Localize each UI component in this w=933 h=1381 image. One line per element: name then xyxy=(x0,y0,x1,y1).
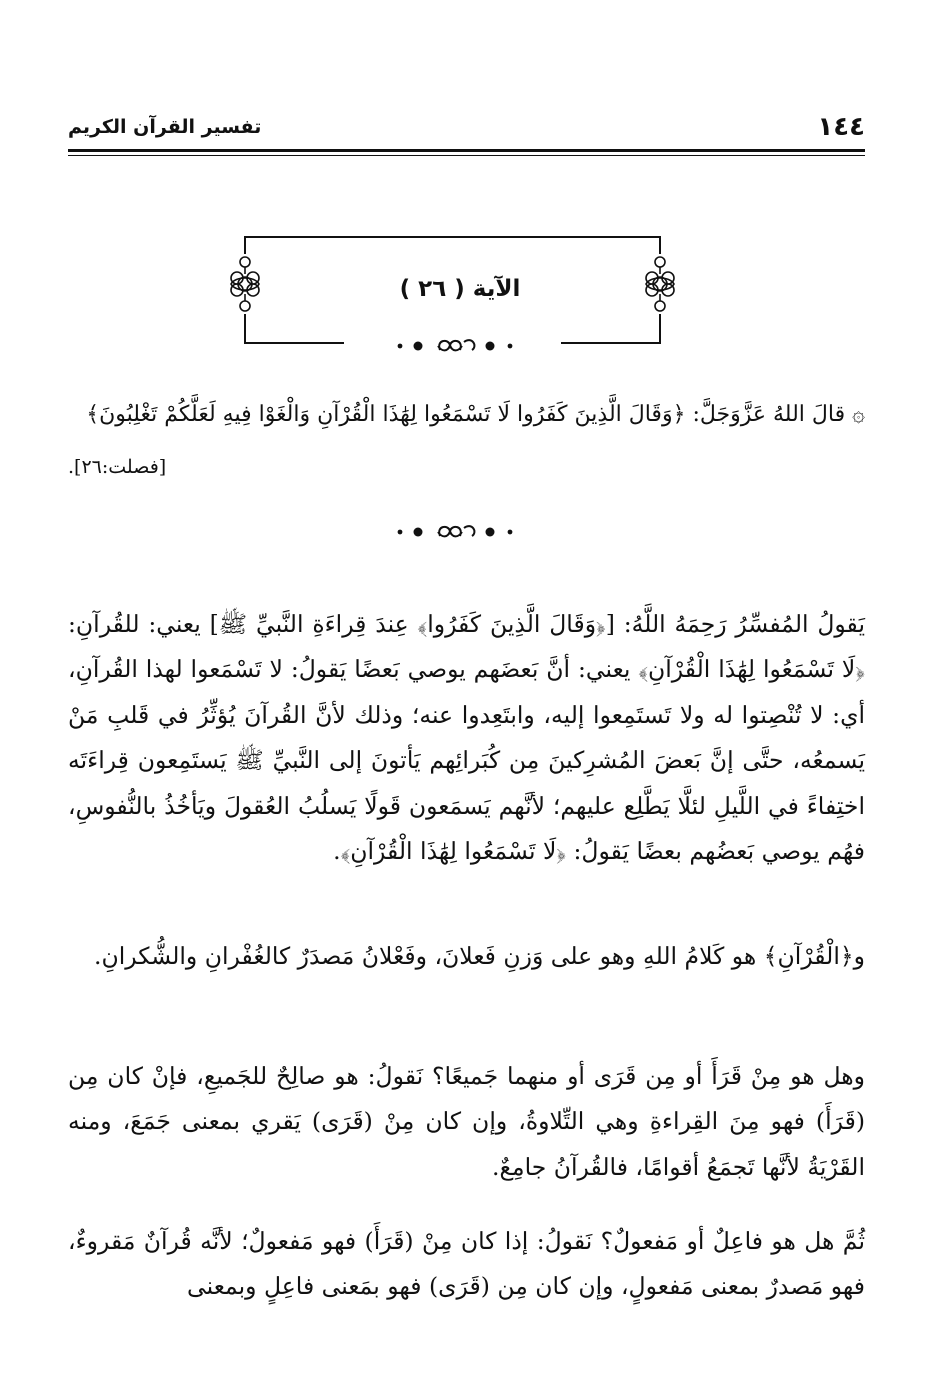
page-number: ١٤٤ xyxy=(817,112,865,142)
title-frame-right-bottom xyxy=(659,314,661,344)
book-title: تفسير القرآن الكريم xyxy=(68,116,262,138)
quran-verse xyxy=(68,392,865,438)
commentary-paragraph: وهل هو مِنْ قَرَأَ أو مِن قَرَى أو منهما جَميعًا؟ نَقولُ: هو صالِحٌ للجَميعِ، فإنْ كان مِن (قَرَأَ) فهو مِنَ القِراءةِ وهي التِّلاوةُ، وإن كان مِنْ (قَرَى) يَقري بمعنى جَمَعَ، ومنه القَرْيَةُ لأنَّها تَجمَعُ أقوامًا، فالقُرآنُ جامِعٌ. xyxy=(68,1061,865,1181)
running-header xyxy=(68,112,865,152)
title-frame-bottom-left xyxy=(244,342,344,344)
title-frame-bottom-right xyxy=(561,342,661,344)
title-frame-left-bottom xyxy=(244,314,246,344)
verse-rosette: ۞ xyxy=(852,402,865,427)
title-frame-top xyxy=(244,236,661,238)
floral-divider-icon xyxy=(392,334,522,356)
commentary-paragraph: و﴿الْقُرْآنِ﴾ هو كَلامُ اللهِ وهو على وَزنِ فَعلانَ، وفَعْلانُ مَصدَرٌ كالغُفْرانِ والشُّكرانِ. xyxy=(94,941,865,970)
header-rule-thin xyxy=(68,155,865,156)
floral-divider-icon xyxy=(392,520,522,542)
verse-reference: [فصلت:٢٦]. xyxy=(68,456,167,478)
verse-text: قالَ اللهُ عَزَّوَجَلَّ: ﴿وَقَالَ الَّذِينَ كَفَرُوا لَا تَسْمَعُوا لِهَٰذَا الْقُرْآنِ وَالْغَوْا فِيهِ لَعَلَّكُمْ تَغْلِبُونَ﴾ xyxy=(86,402,846,427)
decorative-knot-icon xyxy=(642,252,678,316)
commentary-paragraph: يَقولُ المُفسِّرُ رَحِمَهُ اللَّهُ: [﴿وَقَالَ الَّذِينَ كَفَرُوا﴾ عِندَ قِراءَةِ النَّبيِّ ﷺ] يعني: للقُرآنِ: ﴿لَا تَسْمَعُوا لِهَٰذَا الْقُرْآنِ﴾ يعني: أنَّ بَعضَهم يوصي بَعضًا يَقولُ: لا تَسْمَعوا لهذا القُرآنِ، أي: لا تُنْصِتوا له ولا تَستَمِعوا إليه، وابتَعِدوا عنه؛ وذلك لأنَّ القُرآنَ يُؤثِّرُ في قَلبِ مَنْ يَسمعُه، حتَّى إنَّ بَعضَ المُشرِكينَ مِن كُبَرائِهم يَأتونَ إلى النَّبيِّ ﷺ يَستَمِعون قِراءَتَه اختِفاءً في اللَّيلِ لئلَّا يَطَّلِع عليهم؛ لأنَّهم يَسمَعون قَولًا يَسلُبُ العُقولَ ويَأخُذُ بالنُّفوسِ، فهُم يوصي بَعضُهم بعضًا يَقولُ: ﴿لَا تَسْمَعُوا لِهَٰذَا الْقُرْآنِ﴾. xyxy=(68,609,865,865)
header-rule-thick xyxy=(68,149,865,152)
commentary-paragraph: ثُمَّ هل هو فاعِلٌ أو مَفعولٌ؟ نَقولُ: إذا كان مِنْ (قَرَأَ) فهو مَفعولٌ؛ لأنَّه قُرآنٌ مَقروءٌ، فهو مَصدرٌ بمعنى مَفعولٍ، وإن كان مِن (قَرَى) فهو بمَعنى فاعِلٍ وبمعنى xyxy=(68,1226,865,1300)
section-title: الآية ( ٢٦ ) xyxy=(399,276,521,302)
decorative-knot-icon xyxy=(227,252,263,316)
